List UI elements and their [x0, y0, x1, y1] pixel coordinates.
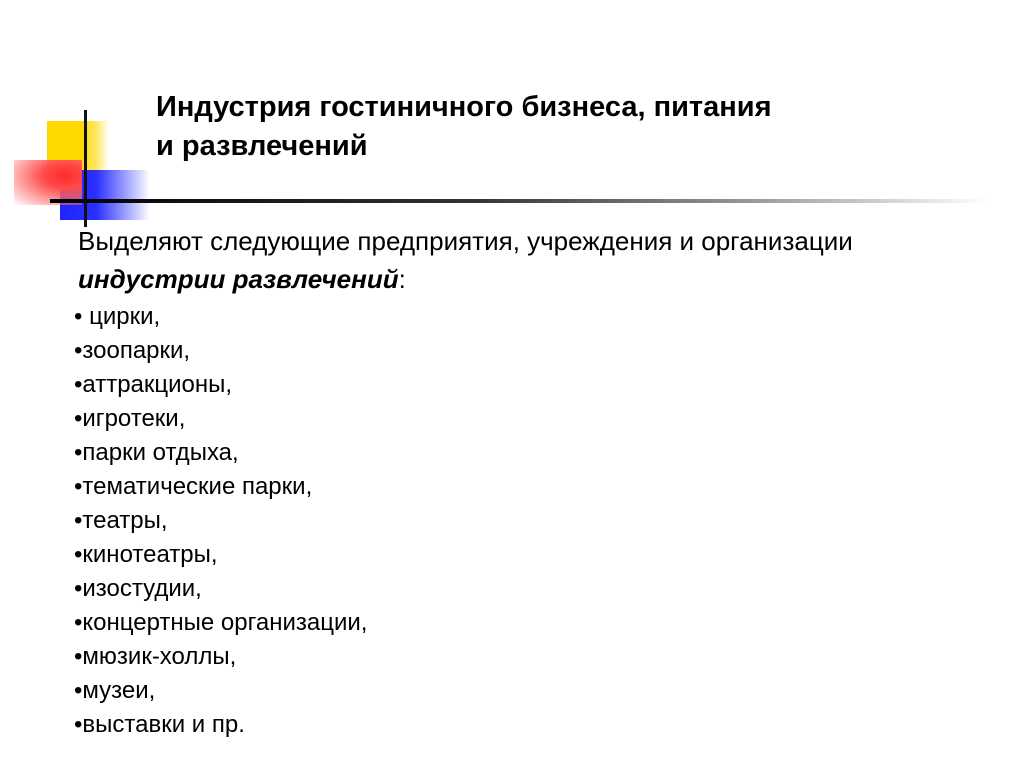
- title-underline: [50, 199, 990, 203]
- list-item: •музеи,: [74, 677, 156, 704]
- list-item: •выставки и пр.: [74, 711, 245, 738]
- list-item: •концертные организации,: [74, 609, 368, 636]
- list-item: •тематические парки,: [74, 473, 313, 500]
- list-item: •изостудии,: [74, 575, 202, 602]
- intro-emphasis: индустрии развлечений: [78, 264, 399, 294]
- intro-text: Выделяют следующие предприятия, учреждения и организации: [78, 226, 853, 256]
- list-item: •аттракционы,: [74, 371, 233, 398]
- entertainment-list: [74, 300, 367, 742]
- list-item: • цирки,: [74, 303, 161, 330]
- list-item: •кинотеатры,: [74, 541, 218, 568]
- decorative-vertical-line: [84, 110, 87, 227]
- intro-colon: :: [398, 264, 406, 294]
- list-item: •мюзик-холлы,: [74, 643, 237, 670]
- slide-title-line-1: Индустрия гостиничного бизнеса, питания: [156, 91, 772, 123]
- list-item: •игротеки,: [74, 405, 186, 432]
- list-item: •парки отдыха,: [74, 439, 239, 466]
- slide-title: [156, 88, 956, 166]
- list-item: •зоопарки,: [74, 337, 191, 364]
- slide-title-line-2: и развлечений: [156, 130, 368, 162]
- list-item: •театры,: [74, 507, 168, 534]
- intro-paragraph: [78, 222, 958, 298]
